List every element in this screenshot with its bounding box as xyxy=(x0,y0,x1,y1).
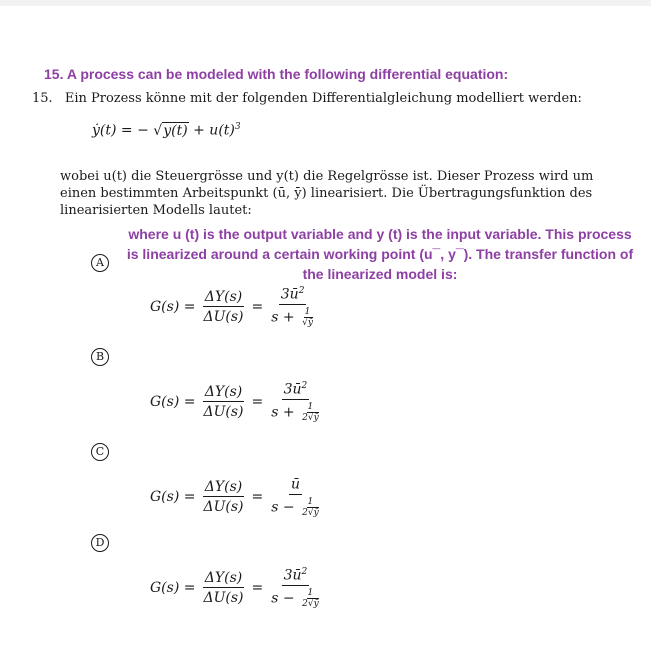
option-d-small-rad: ȳ xyxy=(313,598,319,609)
german-paragraph: wobei u(t) die Steuergrösse und y(t) die Regelgrösse ist. Dieser Prozess wird um einen bestimmten Arbeitspunkt (ū, ȳ) linearisiert. Die Übertragungsfunktion des linearisierten Modells lautet: xyxy=(60,169,594,218)
option-d-den-prefix: s − xyxy=(271,590,295,607)
main-eq-rhs: + u(t) xyxy=(193,122,235,139)
option-d-tf-den: ΔU(s) xyxy=(203,589,244,606)
option-d-result xyxy=(269,567,321,609)
main-eq-exponent: 3 xyxy=(234,122,241,132)
option-a-eq: = xyxy=(251,298,264,315)
option-a-den-prefix: s + xyxy=(271,309,295,326)
option-a-tf-den: ΔU(s) xyxy=(203,308,244,325)
option-c-eq: = xyxy=(251,488,264,505)
option-c-den-prefix: s − xyxy=(271,499,295,516)
option-a-formula xyxy=(150,286,322,328)
option-b-radio[interactable]: B xyxy=(91,348,109,366)
option-b-tf-num: ΔY(s) xyxy=(204,383,243,400)
option-a-result xyxy=(269,286,316,328)
option-d-radio[interactable]: D xyxy=(91,534,109,552)
top-bar xyxy=(0,0,651,6)
option-b-den-prefix: s + xyxy=(271,404,295,421)
option-b-numer-exp: 2 xyxy=(301,381,308,391)
main-eq-lhs: ẏ(t) = − xyxy=(92,122,149,139)
option-a-small-num: 1 xyxy=(304,306,311,317)
option-d-small-num: 1 xyxy=(307,587,314,598)
option-d-numer: 3ū xyxy=(283,567,302,584)
option-c-formula xyxy=(150,476,328,518)
question-number: 15. xyxy=(32,91,53,106)
option-a-tf-num: ΔY(s) xyxy=(204,288,243,305)
option-b-formula xyxy=(150,381,328,423)
option-d-formula xyxy=(150,567,328,609)
option-b-tf xyxy=(201,384,245,420)
option-c-tf-den: ΔU(s) xyxy=(203,498,244,515)
option-d-small-coef: 2 xyxy=(302,598,308,609)
main-eq-radicand: y(t) xyxy=(163,122,188,139)
option-b-small-rad: ȳ xyxy=(313,412,319,423)
option-d-lhs: G(s) = xyxy=(150,579,196,596)
option-c-tf xyxy=(201,479,245,515)
option-d-small-frac: $\frac{1}{2√ȳ}$ xyxy=(302,587,319,609)
option-b-small-coef: 2 xyxy=(302,412,308,423)
option-b-small-frac: $\frac{1}{2√ȳ}$ xyxy=(302,401,319,423)
option-d-tf-num: ΔY(s) xyxy=(204,569,243,586)
option-c-tf-num: ΔY(s) xyxy=(204,478,243,495)
option-b-eq: = xyxy=(251,393,264,410)
main-equation xyxy=(92,122,241,139)
option-c-radio[interactable]: C xyxy=(91,443,109,461)
english-heading: 15. A process can be modeled with the following differential equation: xyxy=(44,66,509,82)
option-c-numer: ū xyxy=(290,476,300,493)
question-line xyxy=(32,91,582,106)
option-a-small-rad: ȳ xyxy=(307,317,313,328)
main-eq-sqrt: √y(t) xyxy=(153,122,188,139)
option-c-small-frac: $\frac{1}{2√ȳ}$ xyxy=(302,496,319,518)
option-c-small-coef: 2 xyxy=(302,507,308,518)
option-b-lhs: G(s) = xyxy=(150,393,196,410)
option-b-result xyxy=(269,381,321,423)
option-a-small-frac: $\frac{1}{√ȳ}$ xyxy=(302,306,313,328)
option-d-numer-exp: 2 xyxy=(301,567,308,577)
option-c-result xyxy=(269,476,321,518)
option-a-numer-exp: 2 xyxy=(298,286,305,296)
option-d-eq: = xyxy=(251,579,264,596)
option-b-small-num: 1 xyxy=(307,401,314,412)
option-c-lhs: G(s) = xyxy=(150,488,196,505)
question-text: Ein Prozess könne mit der folgenden Differentialgleichung modelliert werden: xyxy=(64,91,582,106)
option-d-tf xyxy=(201,570,245,606)
option-c-small-rad: ȳ xyxy=(313,507,319,518)
option-a-radio[interactable]: A xyxy=(91,254,109,272)
option-a-numer: 3ū xyxy=(280,286,299,303)
english-paragraph: where u (t) is the output variable and y (t) is the input variable. This process is linearized around a certain working point (u¯, y¯). The transfer function of the linearized model is: xyxy=(126,226,634,282)
option-b-tf-den: ΔU(s) xyxy=(203,403,244,420)
option-c-small-num: 1 xyxy=(307,496,314,507)
option-b-numer: 3ū xyxy=(283,381,302,398)
option-a-tf xyxy=(201,289,245,325)
option-a-lhs: G(s) = xyxy=(150,298,196,315)
